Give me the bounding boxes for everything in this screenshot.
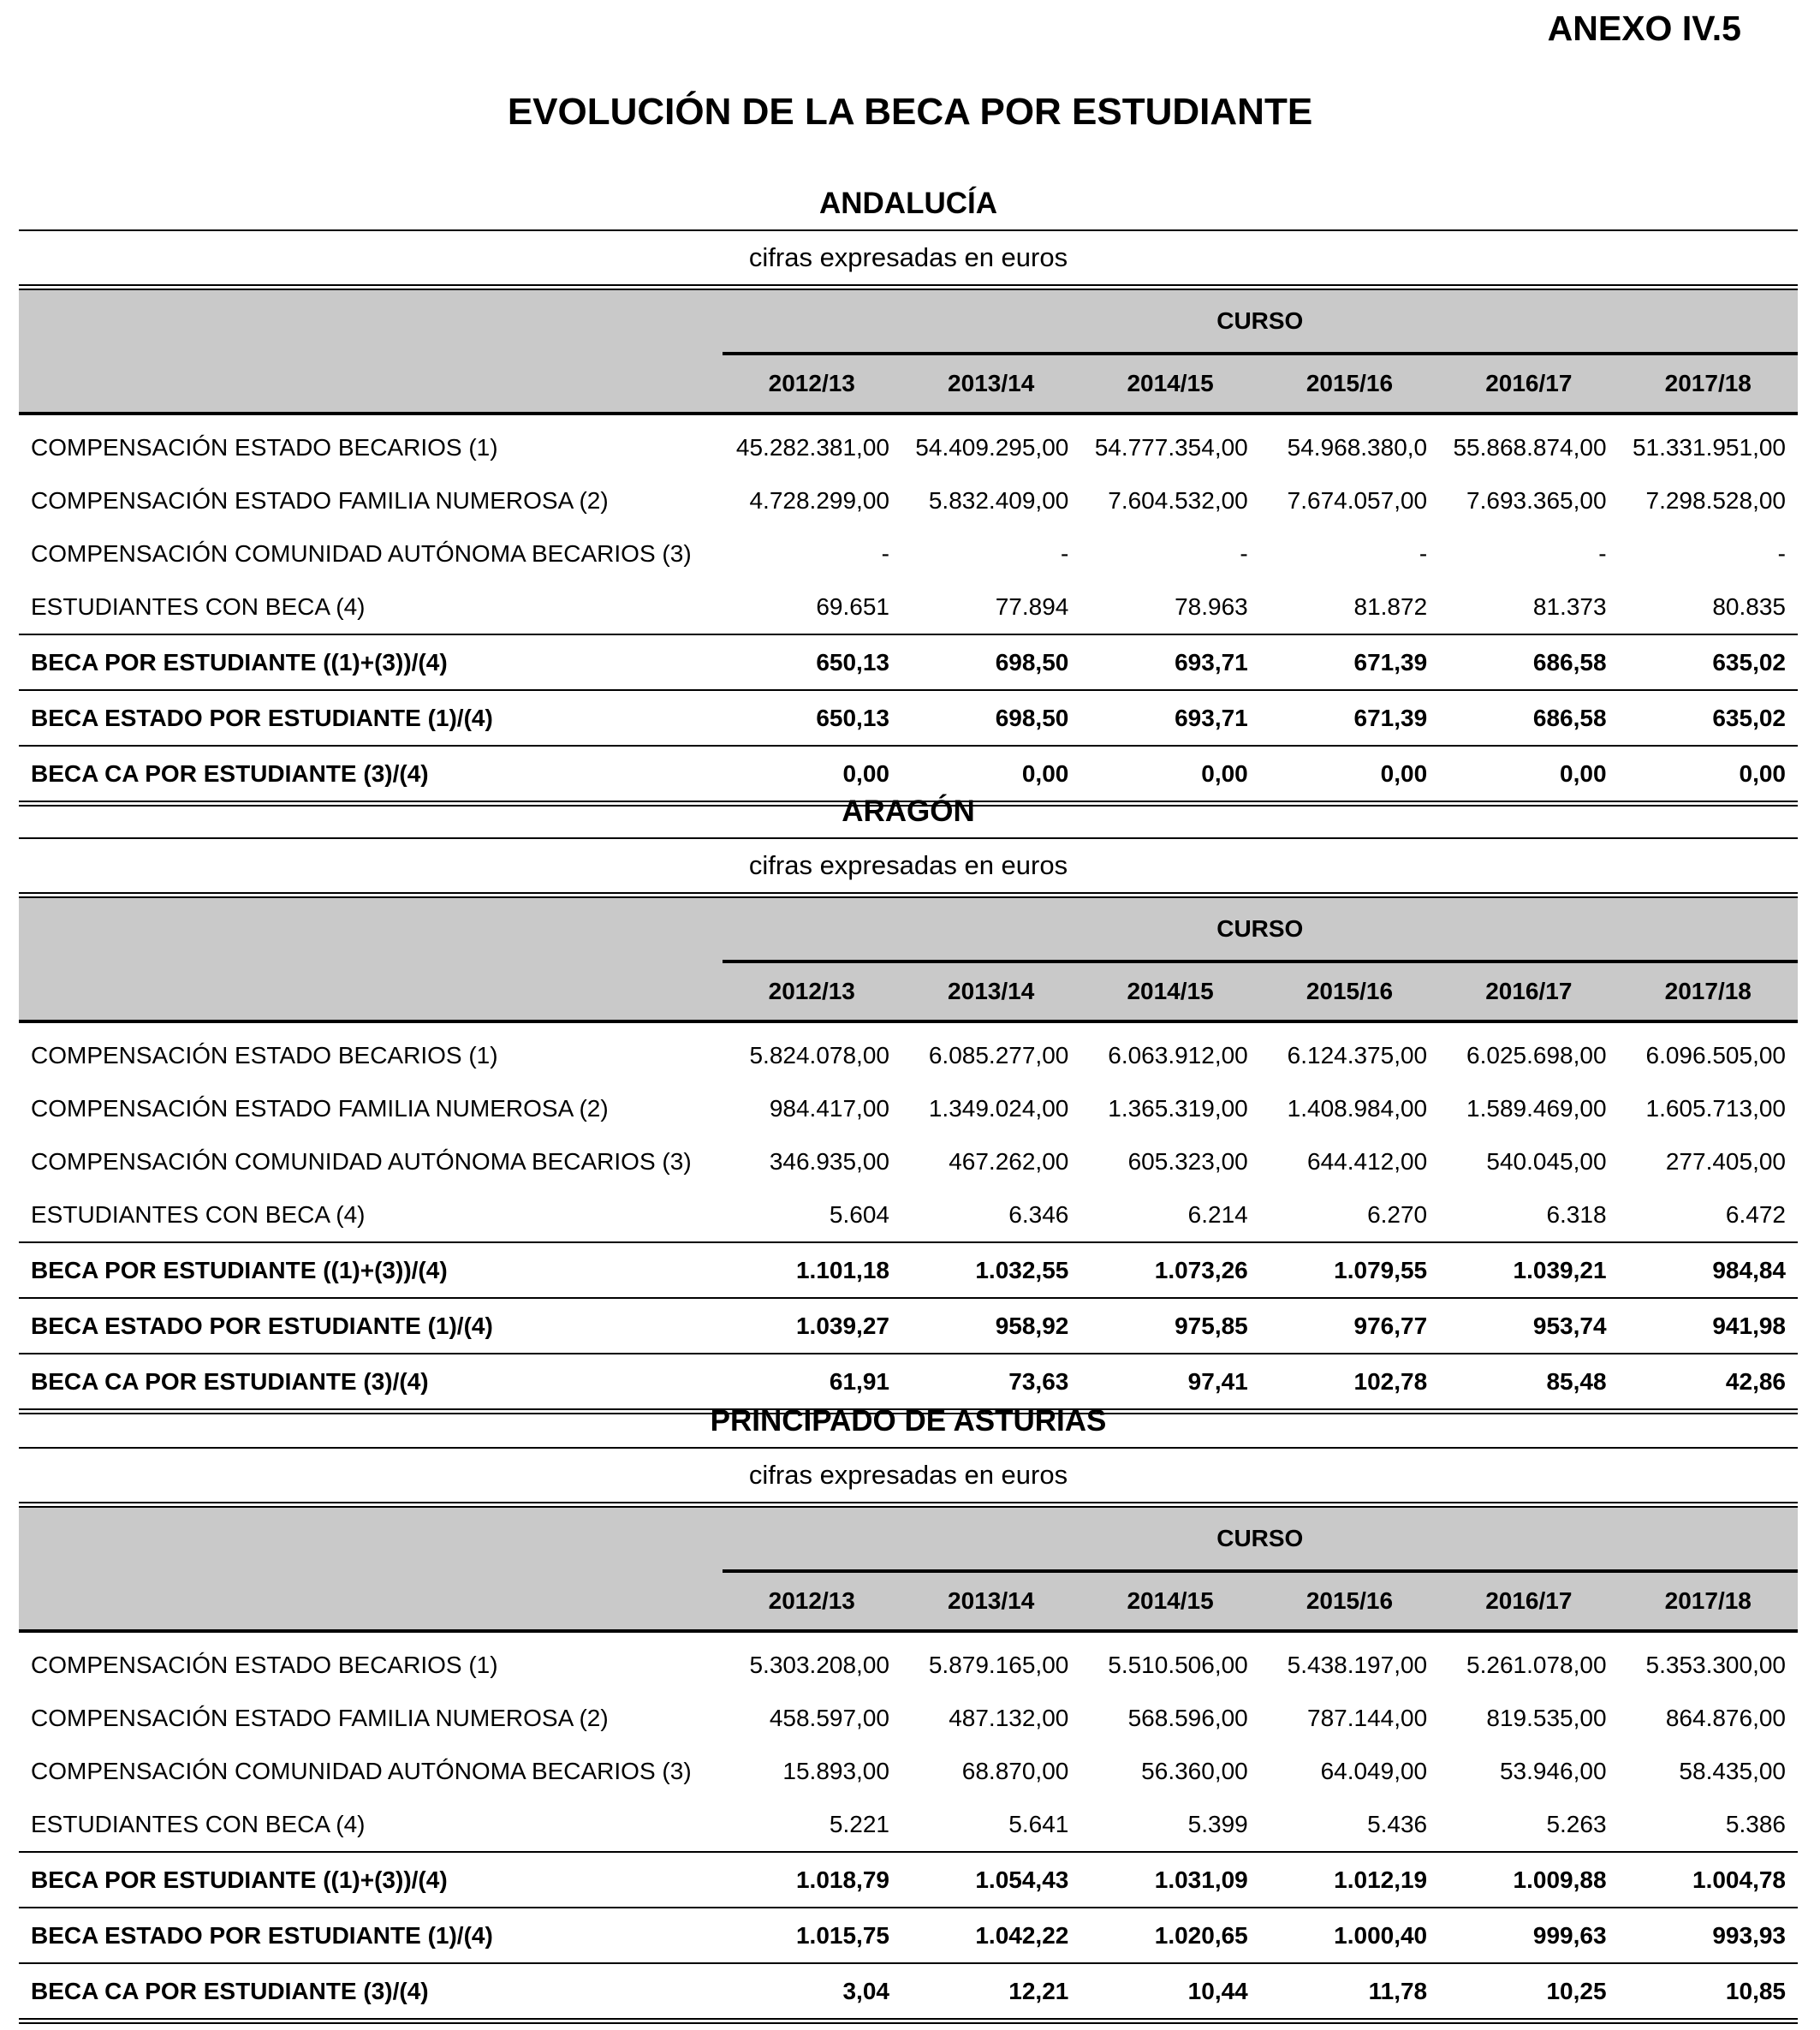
- table-row: [19, 414, 1798, 474]
- table-cell: 1.015,75: [723, 1908, 901, 1963]
- table-cell: 1.018,79: [723, 1852, 901, 1908]
- table-cell: 1.054,43: [901, 1852, 1080, 1908]
- table-cell: 73,63: [901, 1354, 1080, 1408]
- table-cell: 1.589.469,00: [1466, 1095, 1607, 1122]
- table-cell: 1.032,55: [901, 1242, 1080, 1298]
- row-label: COMPENSACIÓN ESTADO FAMILIA NUMEROSA (2): [31, 487, 609, 514]
- row-label: ESTUDIANTES CON BECA (4): [31, 1201, 366, 1228]
- table-cell: 984,84: [1619, 1242, 1798, 1298]
- row-label: COMPENSACIÓN COMUNIDAD AUTÓNOMA BECARIOS (3): [31, 1758, 692, 1784]
- table-cell: 993,93: [1619, 1908, 1798, 1963]
- table-row: [19, 1852, 1798, 1908]
- table-cell: 5.263: [1546, 1811, 1607, 1837]
- table-cell: 1.009,88: [1439, 1852, 1618, 1908]
- table-cell: 1.408.984,00: [1287, 1095, 1428, 1122]
- table-cell: 458.597,00: [769, 1705, 889, 1731]
- row-label: COMPENSACIÓN COMUNIDAD AUTÓNOMA BECARIOS (3): [31, 540, 692, 567]
- year-header: 2013/14: [901, 961, 1080, 1021]
- table-cell: 68.870,00: [961, 1758, 1069, 1784]
- region-section: [19, 178, 1798, 807]
- table-cell: 78.963: [1175, 593, 1248, 620]
- table-cell: 693,71: [1080, 690, 1259, 746]
- header-blank: [19, 1508, 723, 1571]
- table-cell: 6.096.505,00: [1645, 1042, 1786, 1069]
- curso-header: CURSO: [723, 898, 1798, 961]
- table-cell: 5.832.409,00: [928, 487, 1069, 514]
- header-blank: [19, 898, 723, 961]
- table-cell: 5.879.165,00: [928, 1652, 1069, 1678]
- table-cell: 467.262,00: [949, 1148, 1069, 1175]
- table-cell: 6.472: [1725, 1201, 1786, 1228]
- table-cell: 1.004,78: [1619, 1852, 1798, 1908]
- row-label: BECA CA POR ESTUDIANTE (3)/(4): [19, 1963, 723, 2018]
- region-section: [19, 786, 1798, 1414]
- table-cell: 7.604.532,00: [1108, 487, 1248, 514]
- table-row: [19, 580, 1798, 634]
- table-cell: 941,98: [1619, 1298, 1798, 1354]
- row-label: BECA ESTADO POR ESTUDIANTE (1)/(4): [19, 690, 723, 746]
- table-cell: 6.025.698,00: [1466, 1042, 1607, 1069]
- header-row-curso: [19, 898, 1798, 961]
- table-cell: 4.728.299,00: [749, 487, 889, 514]
- row-label: COMPENSACIÓN ESTADO BECARIOS (1): [31, 1042, 498, 1069]
- table-cell: 671,39: [1260, 690, 1439, 746]
- table-row: [19, 1298, 1798, 1354]
- table-cell: 0,00: [723, 746, 901, 801]
- table-cell: 102,78: [1260, 1354, 1439, 1408]
- header-row-years: [19, 354, 1798, 414]
- units-note: cifras expresadas en euros: [748, 242, 1068, 272]
- table-cell: 5.221: [829, 1811, 889, 1837]
- table-cell: -: [1240, 540, 1248, 567]
- table-cell: 650,13: [723, 634, 901, 690]
- year-header: 2012/13: [723, 354, 901, 414]
- table-cell: 698,50: [901, 690, 1080, 746]
- table-cell: 0,00: [1260, 746, 1439, 801]
- table-cell: 55.868.874,00: [1453, 434, 1607, 461]
- table-cell: 1.365.319,00: [1108, 1095, 1248, 1122]
- units-note: cifras expresadas en euros: [748, 850, 1068, 880]
- region-title: ARAGÓN: [842, 795, 975, 828]
- curso-header: CURSO: [723, 1508, 1798, 1571]
- header-row-years: [19, 1571, 1798, 1631]
- table-cell: 1.012,19: [1260, 1852, 1439, 1908]
- table-cell: 0,00: [1439, 746, 1618, 801]
- table-cell: 53.946,00: [1499, 1758, 1607, 1784]
- table-row: [19, 1631, 1798, 1692]
- year-header: 2016/17: [1439, 961, 1618, 1021]
- year-header: 2016/17: [1439, 354, 1618, 414]
- table-cell: 5.261.078,00: [1466, 1652, 1607, 1678]
- row-label: ESTUDIANTES CON BECA (4): [31, 1811, 366, 1837]
- table-cell: 42,86: [1619, 1354, 1798, 1408]
- year-header: 2013/14: [901, 354, 1080, 414]
- table-row: [19, 634, 1798, 690]
- table-row: [19, 1242, 1798, 1298]
- table-cell: 77.894: [995, 593, 1069, 620]
- table-cell: 686,58: [1439, 690, 1618, 746]
- table-cell: 11,78: [1260, 1963, 1439, 2018]
- table-cell: 5.438.197,00: [1287, 1652, 1428, 1678]
- table-cell: 54.968.380,0: [1287, 434, 1428, 461]
- divider-double: [19, 1502, 1798, 1508]
- table-row: [19, 1745, 1798, 1798]
- table-cell: 80.835: [1712, 593, 1786, 620]
- table-cell: 5.824.078,00: [749, 1042, 889, 1069]
- table-cell: 6.214: [1187, 1201, 1248, 1228]
- units-note: cifras expresadas en euros: [748, 1460, 1068, 1490]
- table-cell: 6.063.912,00: [1108, 1042, 1248, 1069]
- year-header: 2017/18: [1619, 1571, 1798, 1631]
- table-cell: 1.000,40: [1260, 1908, 1439, 1963]
- table-cell: -: [1777, 540, 1786, 567]
- row-label: BECA POR ESTUDIANTE ((1)+(3))/(4): [19, 634, 723, 690]
- table-row: [19, 690, 1798, 746]
- table-cell: 10,44: [1080, 1963, 1259, 2018]
- row-label: BECA ESTADO POR ESTUDIANTE (1)/(4): [19, 1908, 723, 1963]
- table-cell: 1.020,65: [1080, 1908, 1259, 1963]
- table-cell: 97,41: [1080, 1354, 1259, 1408]
- table-cell: 693,71: [1080, 634, 1259, 690]
- row-label: COMPENSACIÓN ESTADO FAMILIA NUMEROSA (2): [31, 1705, 609, 1731]
- table-row: [19, 1963, 1798, 2018]
- table-cell: 1.605.713,00: [1645, 1095, 1786, 1122]
- data-table: [19, 898, 1798, 1408]
- annex-label: ANEXO IV.5: [1547, 9, 1741, 48]
- row-label: BECA CA POR ESTUDIANTE (3)/(4): [19, 1354, 723, 1408]
- header-blank: [19, 1571, 723, 1631]
- table-cell: 61,91: [723, 1354, 901, 1408]
- year-header: 2017/18: [1619, 961, 1798, 1021]
- table-cell: 64.049,00: [1320, 1758, 1428, 1784]
- region-section: [19, 1396, 1798, 2024]
- header-blank: [19, 354, 723, 414]
- table-cell: 69.651: [816, 593, 889, 620]
- table-cell: 605.323,00: [1127, 1148, 1248, 1175]
- table-cell: -: [1598, 540, 1607, 567]
- table-cell: 671,39: [1260, 634, 1439, 690]
- table-cell: 12,21: [901, 1963, 1080, 2018]
- row-label: COMPENSACIÓN COMUNIDAD AUTÓNOMA BECARIOS (3): [31, 1148, 692, 1175]
- data-table: [19, 1508, 1798, 2018]
- table-cell: 15.893,00: [782, 1758, 889, 1784]
- table-cell: 6.085.277,00: [928, 1042, 1069, 1069]
- page-title: EVOLUCIÓN DE LA BECA POR ESTUDIANTE: [507, 91, 1313, 133]
- table-row: [19, 1798, 1798, 1852]
- table-cell: -: [1061, 540, 1069, 567]
- header-blank: [19, 290, 723, 354]
- table-cell: 85,48: [1439, 1354, 1618, 1408]
- year-header: 2015/16: [1260, 354, 1439, 414]
- table-cell: 7.693.365,00: [1466, 487, 1607, 514]
- header-row-years: [19, 961, 1798, 1021]
- table-cell: 5.604: [829, 1201, 889, 1228]
- table-row: [19, 1082, 1798, 1135]
- table-cell: 1.042,22: [901, 1908, 1080, 1963]
- row-label: BECA POR ESTUDIANTE ((1)+(3))/(4): [19, 1242, 723, 1298]
- header-row-curso: [19, 1508, 1798, 1571]
- table-cell: 10,85: [1619, 1963, 1798, 2018]
- table-cell: 1.031,09: [1080, 1852, 1259, 1908]
- region-title: PRINCIPADO DE ASTURIAS: [710, 1404, 1107, 1438]
- row-label: COMPENSACIÓN ESTADO BECARIOS (1): [31, 434, 498, 461]
- table-cell: 54.777.354,00: [1094, 434, 1248, 461]
- table-cell: 644.412,00: [1307, 1148, 1428, 1175]
- curso-header: CURSO: [723, 290, 1798, 354]
- table-cell: -: [1419, 540, 1428, 567]
- table-cell: 5.641: [1008, 1811, 1069, 1837]
- header-row-curso: [19, 290, 1798, 354]
- table-cell: 999,63: [1439, 1908, 1618, 1963]
- table-cell: 346.935,00: [769, 1148, 889, 1175]
- table-cell: 45.282.381,00: [735, 434, 889, 461]
- table-cell: 1.101,18: [723, 1242, 901, 1298]
- table-cell: 958,92: [901, 1298, 1080, 1354]
- table-cell: 54.409.295,00: [915, 434, 1069, 461]
- year-header: 2016/17: [1439, 1571, 1618, 1631]
- table-cell: 698,50: [901, 634, 1080, 690]
- table-cell: 1.349.024,00: [928, 1095, 1069, 1122]
- table-cell: 7.674.057,00: [1287, 487, 1428, 514]
- year-header: 2012/13: [723, 1571, 901, 1631]
- table-cell: 56.360,00: [1141, 1758, 1248, 1784]
- year-header: 2015/16: [1260, 1571, 1439, 1631]
- table-cell: 6.270: [1367, 1201, 1428, 1228]
- table-cell: 1.079,55: [1260, 1242, 1439, 1298]
- table-cell: 864.876,00: [1665, 1705, 1786, 1731]
- year-header: 2017/18: [1619, 354, 1798, 414]
- table-cell: 6.124.375,00: [1287, 1042, 1428, 1069]
- table-cell: 976,77: [1260, 1298, 1439, 1354]
- table-cell: 1.073,26: [1080, 1242, 1259, 1298]
- table-cell: 540.045,00: [1486, 1148, 1607, 1175]
- data-table: [19, 290, 1798, 801]
- table-cell: 0,00: [901, 746, 1080, 801]
- table-cell: 5.399: [1187, 1811, 1248, 1837]
- table-cell: 81.373: [1532, 593, 1607, 620]
- table-cell: 5.436: [1367, 1811, 1428, 1837]
- table-cell: 635,02: [1619, 690, 1798, 746]
- table-cell: 0,00: [1080, 746, 1259, 801]
- table-cell: 10,25: [1439, 1963, 1618, 2018]
- year-header: 2014/15: [1080, 354, 1259, 414]
- divider-double: [19, 892, 1798, 898]
- region-title: ANDALUCÍA: [818, 187, 998, 220]
- table-cell: 5.510.506,00: [1108, 1652, 1248, 1678]
- row-label: BECA POR ESTUDIANTE ((1)+(3))/(4): [19, 1852, 723, 1908]
- table-cell: 5.353.300,00: [1645, 1652, 1786, 1678]
- table-cell: 975,85: [1080, 1298, 1259, 1354]
- table-cell: 953,74: [1439, 1298, 1618, 1354]
- table-cell: 487.132,00: [949, 1705, 1069, 1731]
- table-cell: 81.872: [1353, 593, 1428, 620]
- divider-bottom: [19, 2018, 1798, 2024]
- table-cell: 5.386: [1725, 1811, 1786, 1837]
- row-label: ESTUDIANTES CON BECA (4): [31, 593, 366, 620]
- table-cell: 5.303.208,00: [749, 1652, 889, 1678]
- table-cell: 0,00: [1619, 746, 1798, 801]
- table-cell: -: [881, 540, 889, 567]
- table-row: [19, 527, 1798, 580]
- table-cell: 58.435,00: [1679, 1758, 1786, 1784]
- table-row: [19, 474, 1798, 527]
- table-body: [19, 1631, 1798, 2018]
- row-label: BECA ESTADO POR ESTUDIANTE (1)/(4): [19, 1298, 723, 1354]
- header-blank: [19, 961, 723, 1021]
- table-cell: 3,04: [723, 1963, 901, 2018]
- table-cell: 1.039,27: [723, 1298, 901, 1354]
- table-cell: 6.346: [1008, 1201, 1069, 1228]
- row-label: BECA CA POR ESTUDIANTE (3)/(4): [19, 746, 723, 801]
- row-label: COMPENSACIÓN ESTADO BECARIOS (1): [31, 1652, 498, 1678]
- table-cell: 984.417,00: [769, 1095, 889, 1122]
- table-cell: 568.596,00: [1127, 1705, 1248, 1731]
- table-cell: 787.144,00: [1307, 1705, 1428, 1731]
- year-header: 2013/14: [901, 1571, 1080, 1631]
- table-row: [19, 1135, 1798, 1188]
- table-row: [19, 1908, 1798, 1963]
- table-cell: 7.298.528,00: [1645, 487, 1786, 514]
- table-cell: 1.039,21: [1439, 1242, 1618, 1298]
- table-body: [19, 1021, 1798, 1408]
- table-cell: 686,58: [1439, 634, 1618, 690]
- divider-double: [19, 284, 1798, 290]
- table-cell: 650,13: [723, 690, 901, 746]
- table-cell: 51.331.951,00: [1632, 434, 1786, 461]
- table-row: [19, 1021, 1798, 1082]
- row-label: COMPENSACIÓN ESTADO FAMILIA NUMEROSA (2): [31, 1095, 609, 1122]
- table-body: [19, 414, 1798, 801]
- table-cell: 277.405,00: [1665, 1148, 1786, 1175]
- year-header: 2012/13: [723, 961, 901, 1021]
- year-header: 2014/15: [1080, 1571, 1259, 1631]
- year-header: 2015/16: [1260, 961, 1439, 1021]
- table-cell: 6.318: [1546, 1201, 1607, 1228]
- table-cell: 635,02: [1619, 634, 1798, 690]
- table-row: [19, 1188, 1798, 1242]
- year-header: 2014/15: [1080, 961, 1259, 1021]
- table-cell: 819.535,00: [1486, 1705, 1607, 1731]
- table-row: [19, 1692, 1798, 1745]
